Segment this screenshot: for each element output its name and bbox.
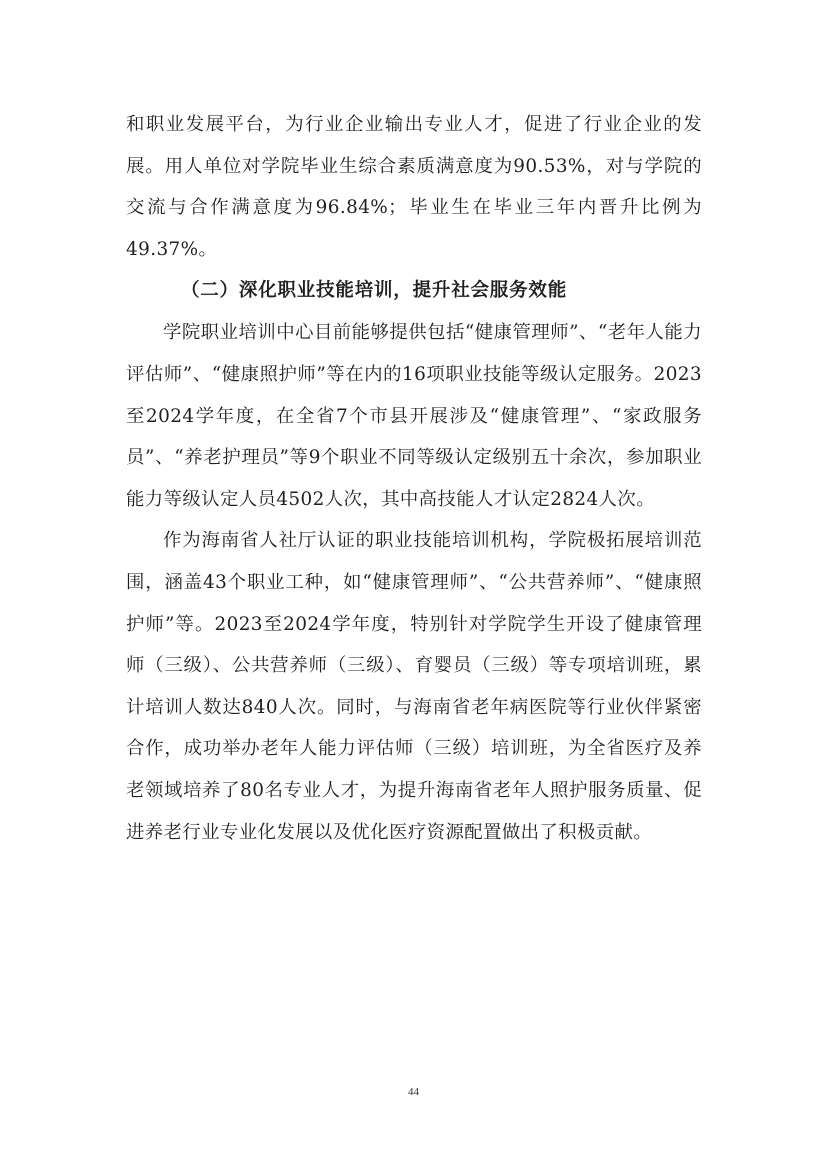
body-paragraph-vocational-training: 学院职业培训中心目前能够提供包括“健康管理师”、“老年人能力评估师”、“健康照护师”等在内的16项职业技能等级认定服务。2023至2024学年度，在全省7个市县开展涉及“健康管理”、“家政服务员”、“养老护理员”等9个职业不同等级认定级别五十余次，参加职业能力等级认定人员4502人次，其中高技能人才认定2824人次。: [126, 322, 702, 510]
page-number: 44: [408, 1086, 419, 1098]
continuation-paragraph: 和职业发展平台，为行业企业输出专业人才，促进了行业企业的发展。用人单位对学院毕业生综合素质满意度为90.53%，对与学院的交流与合作满意度为96.84%；毕业生在毕业三年内晋升比例为49.37%。: [126, 114, 702, 260]
document-page: [126, 104, 702, 853]
section-heading: （二）深化职业技能培训，提升社会服务效能: [181, 280, 568, 302]
body-paragraph-training-institution: 作为海南省人社厅认证的职业技能培训机构，学院极拓展培训范围，涵盖43个职业工种，如“健康管理师”、“公共营养师”、“健康照护师”等。2023至2024学年度，特别针对学院学生开设了健康管理师（三级）、公共营养师（三级）、育婴员（三级）等专项培训班，累计培训人数达840人次。同时，与海南省老年病医院等行业伙伴紧密合作，成功举办老年人能力评估师（三级）培训班，为全省医疗及养老领域培养了80名专业人才，为提升海南省老年人照护服务质量、促进养老行业专业化发展以及优化医疗资源配置做出了积极贡献。: [126, 530, 702, 843]
